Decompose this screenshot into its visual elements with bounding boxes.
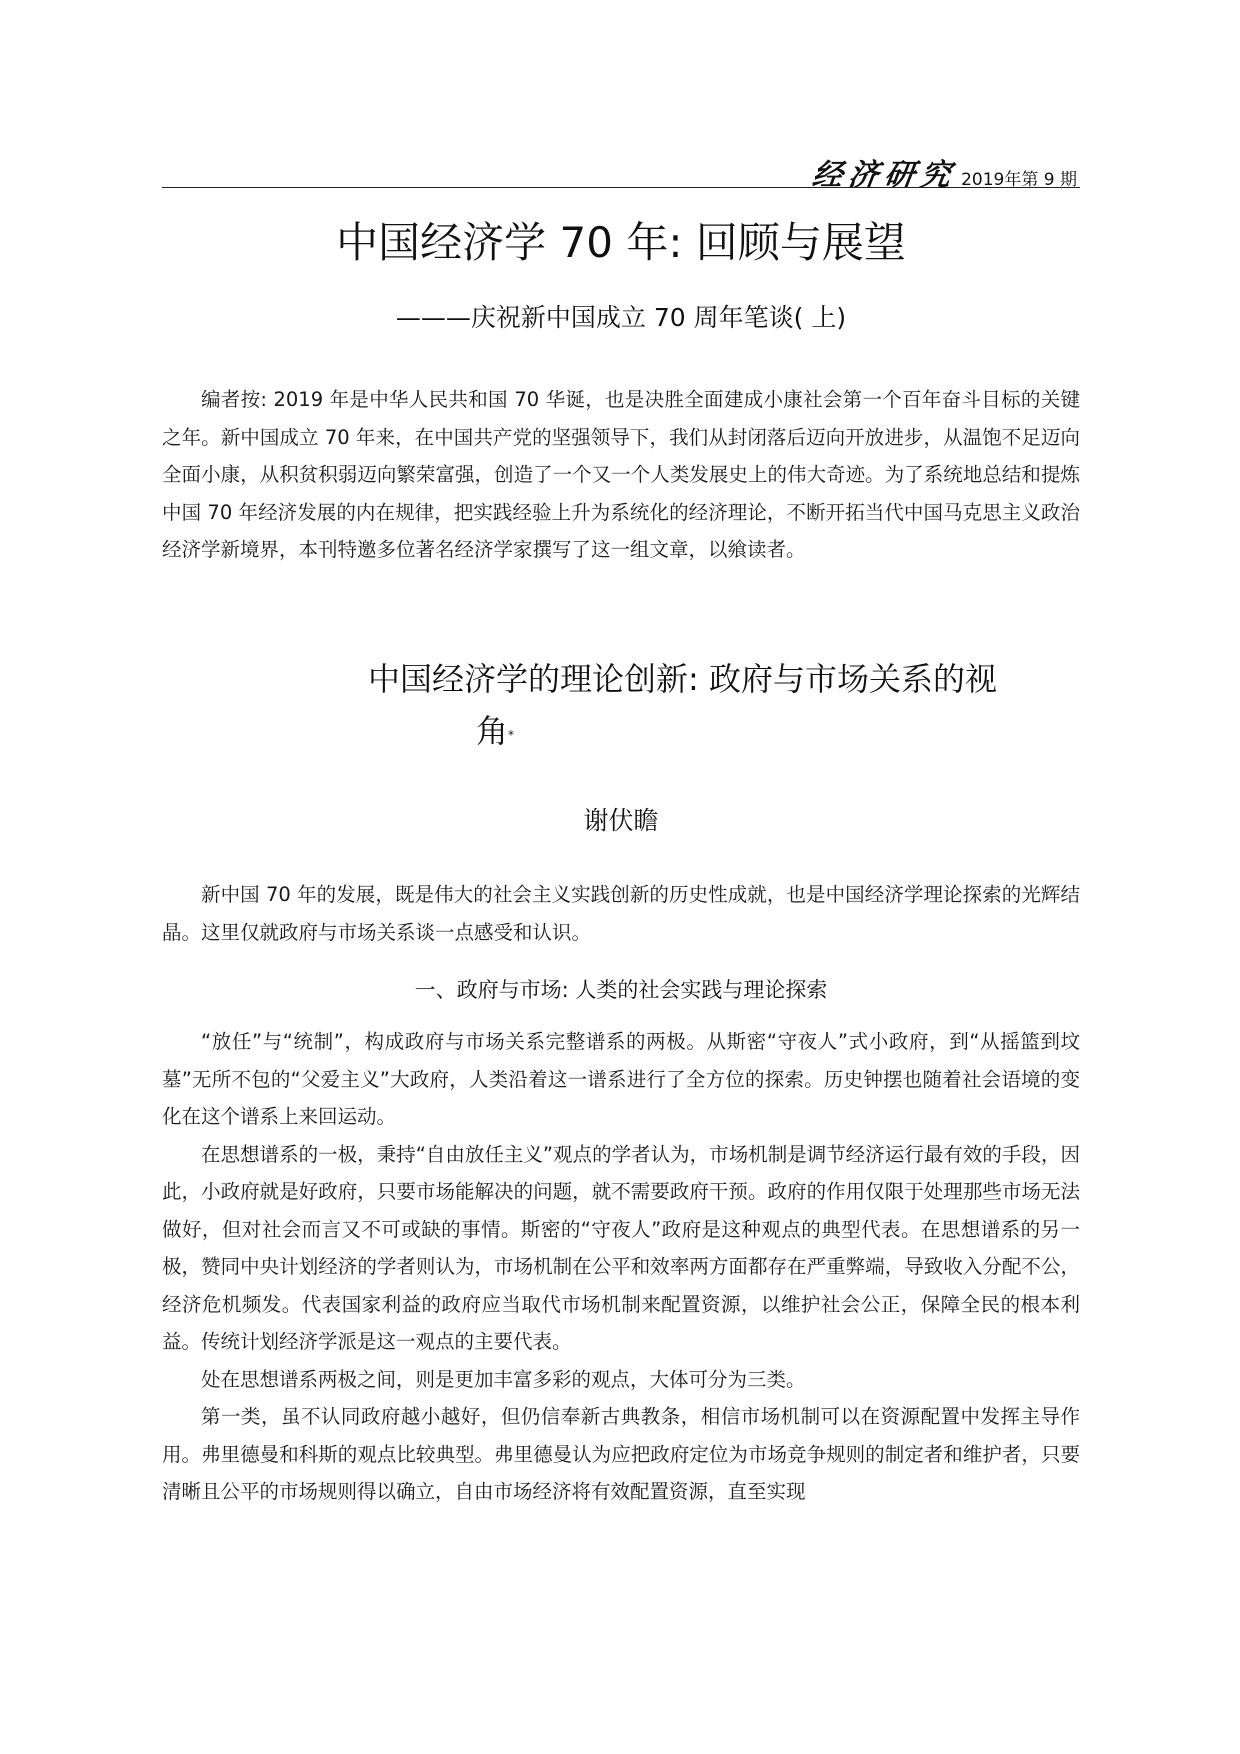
author-name: 谢伏瞻 [583, 806, 659, 835]
header-rule [162, 187, 1080, 188]
body-paragraph: 处在思想谱系两极之间，则是更加丰富多彩的观点，大体可分为三类。 [201, 1367, 806, 1391]
body-paragraph: 第一类，虽不认同政府越小越好，但仍信奉新古典教条，相信市场机制可以在资源配置中发挥主导作用。弗里德曼和科斯的观点比较典型。弗里德曼认为应把政府定位为市场竞争规则的制定者和维护者，只要清晰且公平的市场规则得以确立，自由市场经济将有效配置资源，直至实现 [162, 1405, 1080, 1503]
article-title-line1: 中国经济学的理论创新: 政府与市场关系的视 [368, 660, 997, 698]
article-title [368, 653, 1080, 757]
footnote-mark: * [508, 728, 515, 742]
body-paragraph: “放任”与“统制”，构成政府与市场关系完整谱系的两极。从斯密“守夜人”式小政府，到“从摇篮到坟墓”无所不包的“父爱主义”大政府，人类沿着这一谱系进行了全方位的探索。历史钟摆也随着社会语境的变化在这个谱系上来回运动。 [162, 1030, 1080, 1128]
section-heading: 一、政府与市场: 人类的社会实践与理论探索 [414, 978, 828, 1002]
feature-title: 中国经济学 70 年: 回顾与展望 [336, 218, 906, 267]
article-title-line2-wrap [368, 705, 1080, 757]
feature-subtitle: ———庆祝新中国成立 70 周年笔谈( 上) [395, 303, 847, 332]
article-body [162, 1023, 1080, 1511]
article-title-line2: 角 [476, 712, 509, 750]
intro-paragraph: 新中国 70 年的发展，既是伟大的社会主义实践创新的历史性成就，也是中国经济学理论探索的光辉结晶。这里仅就政府与市场关系谈一点感受和认识。 [162, 883, 1080, 944]
journal-logo: 经济研究 [810, 158, 960, 193]
body-paragraph: 在思想谱系的一极，秉持“自由放任主义”观点的学者认为，市场机制是调节经济运行最有效的手段，因此，小政府就是好政府，只要市场能解决的问题，就不需要政府干预。政府的作用仅限于处理那些市场无法做好，但对社会而言又不可或缺的事情。斯密的“守夜人”政府是这种观点的典型代表。在思想谱系的另一极，赞同中央计划经济的学者则认为，市场机制在公平和效率两方面都存在严重弊端，导致收入分配不公，经济危机频发。代表国家利益的政府应当取代市场机制来配置资源，以维护社会公正，保障全民的根本利益。传统计划经济学派是这一观点的主要代表。 [162, 1142, 1080, 1353]
editor-note: 编者按: 2019 年是中华人民共和国 70 华诞，也是决胜全面建成小康社会第一个百年奋斗目标的关键之年。新中国成立 70 年来，在中国共产党的坚强领导下，我们从封闭落后迈向开放进步，从温饱不足迈向全面小康，从积贫积弱迈向繁荣富强，创造了一个又一个人类发展史上的伟大奇迹。为了系统地总结和提炼中国 70 年经济发展的内在规律，把实践经验上升为系统化的经济理论，不断开拓当代中国马克思主义政治经济学新境界，本刊特邀多位著名经济学家撰写了这一组文章，以飨读者。 [162, 388, 1080, 561]
journal-issue: 2019年第 9 期 [961, 170, 1077, 190]
